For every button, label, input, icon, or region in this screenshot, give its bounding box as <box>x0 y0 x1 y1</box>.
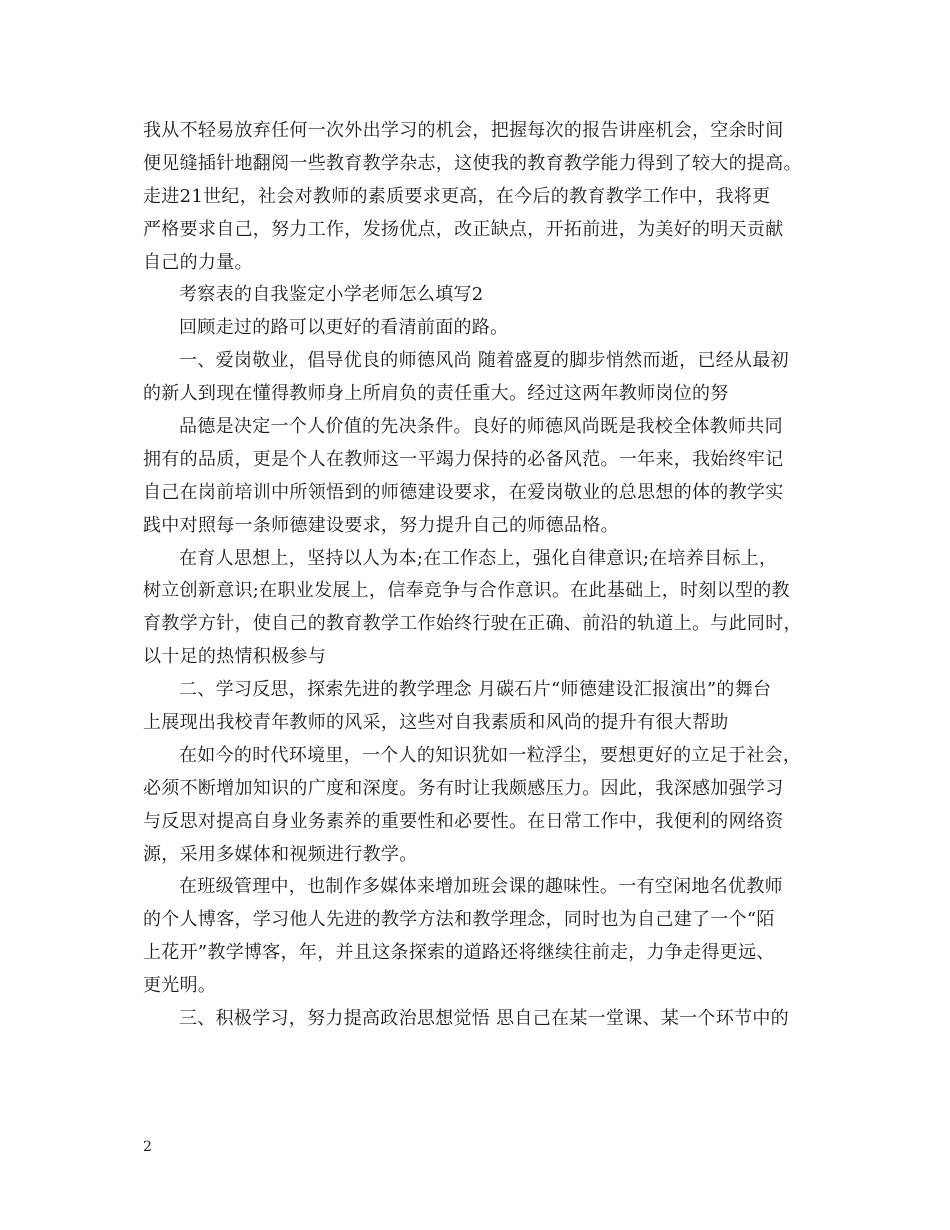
text-line: 源，采用多媒体和视频进行教学。 <box>143 843 418 865</box>
text-line: 践中对照每一条师德建设要求，努力提升自己的师德品格。 <box>143 514 619 536</box>
text-line: 的新人到现在懂得教师身上所肩负的责任重大。经过这两年教师岗位的努 <box>143 383 729 405</box>
text-line: 的个人博客，学习他人先进的教学方法和教学理念，同时也为自己建了一个“陌 <box>143 909 775 931</box>
text-line: 严格要求自己，努力工作，发扬优点，改正缺点，开拓前进，为美好的明天贡献 <box>143 218 784 240</box>
text-line: 回顾走过的路可以更好的看清前面的路。 <box>179 317 509 339</box>
document-body <box>143 115 823 1036</box>
text-line: 在班级管理中，也制作多媒体来增加班会课的趣味性。一有空闲地名优教师 <box>179 876 783 898</box>
text-line: 考察表的自我鉴定小学老师怎么填写2 <box>179 284 484 306</box>
text-line: 拥有的品质，更是个人在教师这一平竭力保持的必备风范。一年来，我始终牢记 <box>143 448 784 470</box>
text-line: 自己在岗前培训中所领悟到的师德建设要求，在爱岗敬业的总思想的体的教学实 <box>143 481 784 503</box>
text-line: 品德是决定一个人价值的先决条件。良好的师德风尚既是我校全体教师共同 <box>179 416 783 438</box>
text-line: 在如今的时代环境里，一个人的知识犹如一粒浮尘，要想更好的立足于社会， <box>179 744 802 766</box>
text-line: 必须不断增加知识的广度和深度。务有时让我颇感压力。因此，我深感加强学习 <box>143 777 784 799</box>
text-line: 更光明。 <box>143 975 217 997</box>
text-line: 一、爱岗敬业，倡导优良的师德风尚 随着盛夏的脚步悄然而逝，已经从最初 <box>179 350 789 372</box>
text-line: 便见缝插针地翻阅一些教育教学杂志，这使我的教育教学能力得到了较大的提高。 <box>143 152 802 174</box>
text-line: 自己的力量。 <box>143 251 253 273</box>
page-number: 2 <box>143 1139 152 1155</box>
text-line: 树立创新意识;在职业发展上，信奉竞争与合作意识。在此基础上，时刻以型的教 <box>143 580 790 602</box>
text-line: 三、积极学习，努力提高政治思想觉悟 思自己在某一堂课、某一个环节中的 <box>179 1008 789 1030</box>
text-line: 上展现出我校青年教师的风采，这些对自我素质和风尚的提升有很大帮助 <box>143 712 729 734</box>
text-line: 走进21世纪，社会对教师的素质要求更高，在今后的教育教学工作中，我将更 <box>143 185 771 207</box>
text-line: 二、学习反思，探索先进的教学理念 月碳石片“师德建设汇报演出”的舞台 <box>179 679 772 701</box>
text-line: 与反思对提高自身业务素养的重要性和必要性。在日常工作中，我便利的网络资 <box>143 810 784 832</box>
text-line: 上花开”教学博客，年，并且这条探索的道路还将继续往前走，力争走得更远、 <box>143 942 775 964</box>
text-line: 我从不轻易放弃任何一次外出学习的机会，把握每次的报告讲座机会，空余时间 <box>143 120 784 141</box>
text-line: 以十足的热情积极参与 <box>143 646 326 668</box>
text-line: 在育人思想上，坚持以人为本;在工作态上，强化自律意识;在培养目标上， <box>179 547 778 569</box>
text-line: 育教学方针，使自己的教育教学工作始终行驶在正确、前沿的轨道上。与此同时， <box>143 613 802 635</box>
